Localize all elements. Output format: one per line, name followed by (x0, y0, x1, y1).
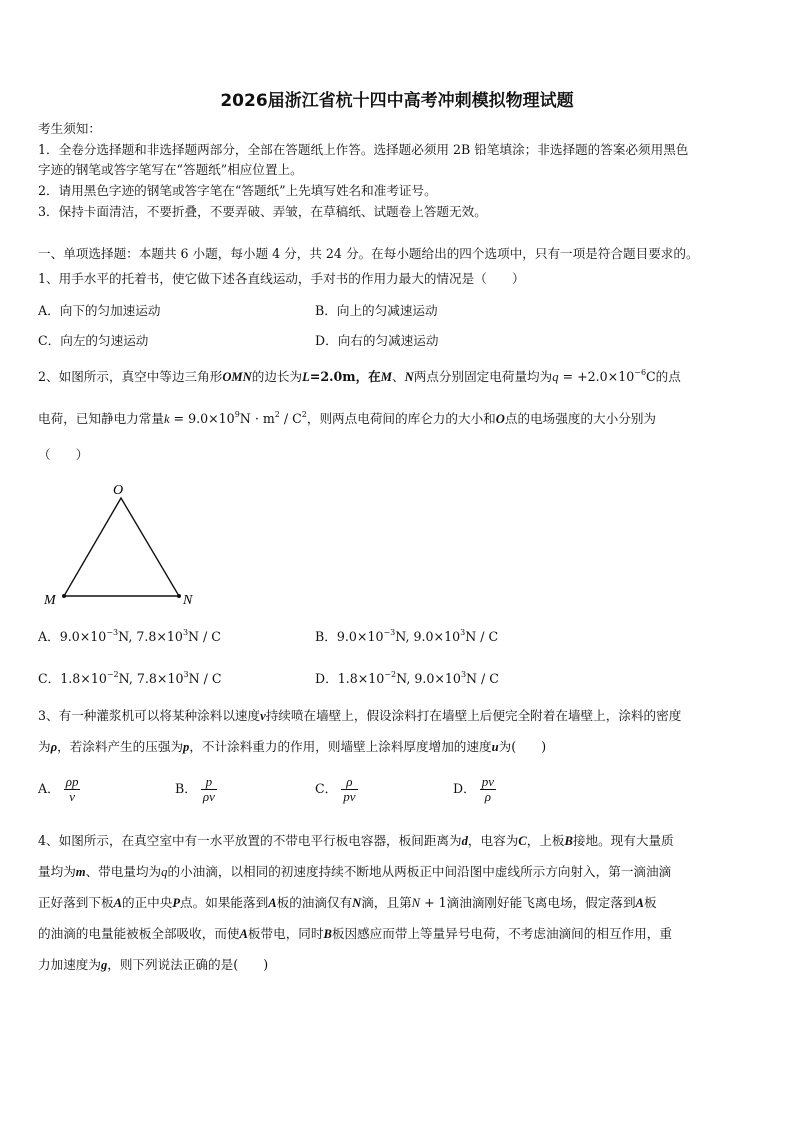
text: 板因感应而带上等量异号电荷，不考虑油滴间的相互作用，重 (331, 926, 672, 941)
exponent: 9 (234, 410, 240, 419)
exponent: 3 (460, 670, 467, 679)
symbol: M (380, 370, 392, 384)
symbol: m (75, 865, 86, 879)
numerator: pv (481, 774, 494, 789)
symbol: A (268, 896, 277, 910)
unit: N / C (188, 629, 221, 644)
q2-option-a (38, 628, 221, 646)
numerator: ρ (341, 775, 357, 790)
text: ，上板 (526, 833, 565, 848)
symbol: OMN (222, 370, 252, 384)
numerator: p (201, 775, 217, 790)
symbol: ρ (50, 740, 58, 754)
option-label: C． (38, 671, 61, 686)
text: 滴，且第 (361, 895, 412, 910)
text: ，不计涂料重力的作用，则墙壁上涂料厚度增加的速度 (189, 739, 492, 754)
q3-stem-line-2 (38, 738, 758, 756)
option-label: A． (38, 629, 60, 644)
formula: N, 7.8×10 (118, 671, 184, 686)
text: 3、有一种灌浆机可以将某种涂料以速度 (38, 708, 261, 723)
exponent: −2 (106, 670, 119, 679)
symbol: v (260, 709, 266, 723)
triangle-figure (38, 478, 208, 610)
symbol: A (113, 896, 122, 910)
fraction (480, 775, 496, 804)
fraction (64, 775, 81, 804)
q4-stem-line-5 (38, 956, 758, 974)
symbol: k (163, 412, 170, 426)
exponent: −3 (106, 628, 119, 637)
text: 持续喷在墙壁上，假设涂料打在墙壁上后便完全附着在墙壁上，涂料的密度 (265, 708, 682, 723)
notice-item-1: 1．全卷分选择题和非选择题两部分，全部在答题纸上作答。选择题必须用 2B 铅笔填涂；非选择题的答案必须用黑色 (38, 142, 689, 157)
q1-option-a: A．向下的匀加速运动 (38, 303, 161, 318)
q1-stem: 1、用手水平的托着书，使它做下述各直线运动，手对书的作用力最大的情况是（ ） (38, 271, 525, 286)
q2-option-d (315, 670, 499, 688)
text: ，若涂料产生的压强为 (57, 739, 184, 754)
unit: C (646, 369, 656, 384)
q1-option-b: B．向上的匀减速运动 (315, 303, 438, 318)
formula: 1.8×10 (337, 671, 385, 686)
text: 量均为 (38, 864, 76, 879)
text: 板 (643, 895, 657, 910)
denominator: v (69, 789, 75, 804)
exponent: 3 (183, 670, 189, 679)
q4-stem-line-4 (38, 925, 758, 943)
denominator: ρv (202, 789, 215, 804)
notice-heading: 考生须知： (38, 121, 101, 136)
q2-answer-bracket: （ ） (38, 447, 89, 462)
formula: 1.8×10 (60, 671, 107, 686)
text: 的点 (655, 369, 681, 384)
symbol: L (302, 370, 310, 384)
symbol: u (491, 740, 499, 754)
section-heading: 一、单项选择题：本题共 6 小题，每小题 4 分，共 24 分。在每小题给出的四个选项中，只有一项是符合题目要求的。 (38, 246, 699, 261)
q2-stem-line-1 (38, 368, 758, 386)
symbol: p (183, 740, 190, 754)
unit: N / C (466, 671, 499, 686)
point-n (177, 594, 181, 598)
text: ，则两点电荷间的库仑力的大小和 (306, 411, 496, 426)
q4-stem-line-2 (38, 863, 758, 881)
unit: N · m (239, 411, 275, 426)
text: 滴油滴刚好能飞离电场，假定落到 (446, 895, 636, 910)
text: 点的电场强度的大小分别为 (504, 411, 656, 426)
text: 为 (38, 739, 51, 754)
text: 力加速度为 (38, 957, 101, 972)
exponent: −3 (383, 628, 396, 637)
text: =2.0m，在 (309, 369, 381, 384)
text: 、 (391, 369, 405, 384)
q1-option-c: C．向左的匀速运动 (38, 333, 149, 348)
symbol: A (635, 896, 644, 910)
q1-option-d: D．向右的匀减速运动 (315, 333, 439, 348)
symbol: A (239, 927, 248, 941)
exponent: 2 (301, 410, 307, 419)
text: 接地。现有大量质 (572, 833, 674, 848)
symbol: B (564, 834, 573, 848)
page-title: 2026届浙江省杭十四中高考冲刺模拟物理试题 (220, 91, 574, 111)
fraction (201, 775, 217, 804)
notice-item-2: 2．请用黑色字迹的钢笔或答字笔在“答题纸”上先填写姓名和准考证号。 (38, 183, 437, 198)
q3-option-d (453, 775, 496, 804)
text: 的油滴的电量能被板全部吸收，而使 (38, 926, 240, 941)
text: 点。如果能落到 (180, 895, 269, 910)
point-m (62, 594, 66, 598)
symbol: N (352, 896, 362, 910)
option-label: B． (175, 781, 197, 796)
q3-option-b (175, 775, 217, 804)
formula: + 1 (420, 895, 447, 910)
formula: = +2.0×10 (558, 369, 635, 384)
symbol: O (495, 412, 505, 426)
formula: 9.0×10 (336, 629, 384, 644)
formula: 9.0×10 (59, 629, 107, 644)
formula: N, 9.0×10 (395, 629, 461, 644)
text: 、带电量均为 (85, 864, 162, 879)
triangle-omn (64, 498, 179, 596)
exponent: 2 (274, 410, 280, 419)
fraction (341, 775, 357, 804)
q3-option-c (315, 775, 358, 804)
text: 的正中央 (121, 895, 173, 910)
notice-item-1-cont: 字迹的钢笔或答字笔写在“答题纸”相应位置上。 (38, 162, 303, 177)
unit: N / C (465, 629, 499, 644)
text: 为( ) (498, 739, 547, 754)
q3-option-a (38, 775, 80, 804)
text: 4、如图所示，在真空室中有一水平放置的不带电平行板电容器，板间距离为 (38, 833, 462, 848)
symbol: N (404, 370, 414, 384)
option-label: B． (315, 629, 337, 644)
text: 板的油滴仅有 (276, 895, 353, 910)
q2-option-c (38, 670, 221, 688)
label-m: M (44, 593, 56, 608)
exponent: 3 (182, 628, 189, 637)
symbol: d (461, 834, 468, 848)
text: 板带电，同时 (247, 926, 324, 941)
exponent: −6 (634, 368, 647, 377)
text: ，电容为 (467, 833, 519, 848)
denominator: pv (343, 789, 356, 804)
formula: = 9.0×10 (169, 411, 235, 426)
label-n: N (183, 593, 193, 608)
text: 电荷，已知静电力常量 (38, 411, 164, 426)
text: 的边长为 (251, 369, 303, 384)
notice-item-3: 3．保持卡面清洁，不要折叠，不要弄破、弄皱，在草稿纸、试题卷上答题无效。 (38, 204, 487, 219)
q4-stem-line-3 (38, 894, 758, 912)
unit: / C (279, 411, 302, 426)
q3-stem-line-1 (38, 707, 758, 725)
unit: N / C (188, 671, 222, 686)
text: ，则下列说法正确的是( ) (107, 957, 269, 972)
exponent: −2 (384, 670, 397, 679)
option-label: D． (315, 671, 338, 686)
numerator: ρp (65, 774, 79, 789)
option-label: D． (453, 781, 476, 796)
symbol: q (161, 865, 168, 879)
option-label: C． (315, 781, 338, 796)
symbol: B (323, 927, 332, 941)
q2-option-b (315, 628, 498, 646)
symbol: C (518, 834, 527, 848)
exponent: 3 (460, 628, 466, 637)
formula: N, 7.8×10 (118, 629, 183, 644)
symbol: P (172, 896, 181, 910)
formula: N, 9.0×10 (396, 671, 461, 686)
symbol: q (552, 370, 559, 384)
option-label: A． (38, 781, 60, 796)
denominator: ρ (484, 789, 491, 804)
text: 2、如图所示，真空中等边三角形 (38, 369, 223, 384)
label-o: O (113, 483, 124, 498)
symbol: g (100, 958, 108, 972)
symbol: N (411, 896, 421, 910)
q2-stem-line-2 (38, 410, 758, 428)
text: 正好落到下板 (38, 895, 114, 910)
text: 的小油滴，以相同的初速度持续不断地从两板正中间沿图中虚线所示方向射入，第一滴油滴 (167, 864, 672, 879)
text: 两点分别固定电荷量均为 (413, 369, 553, 384)
q4-stem-line-1 (38, 832, 758, 850)
